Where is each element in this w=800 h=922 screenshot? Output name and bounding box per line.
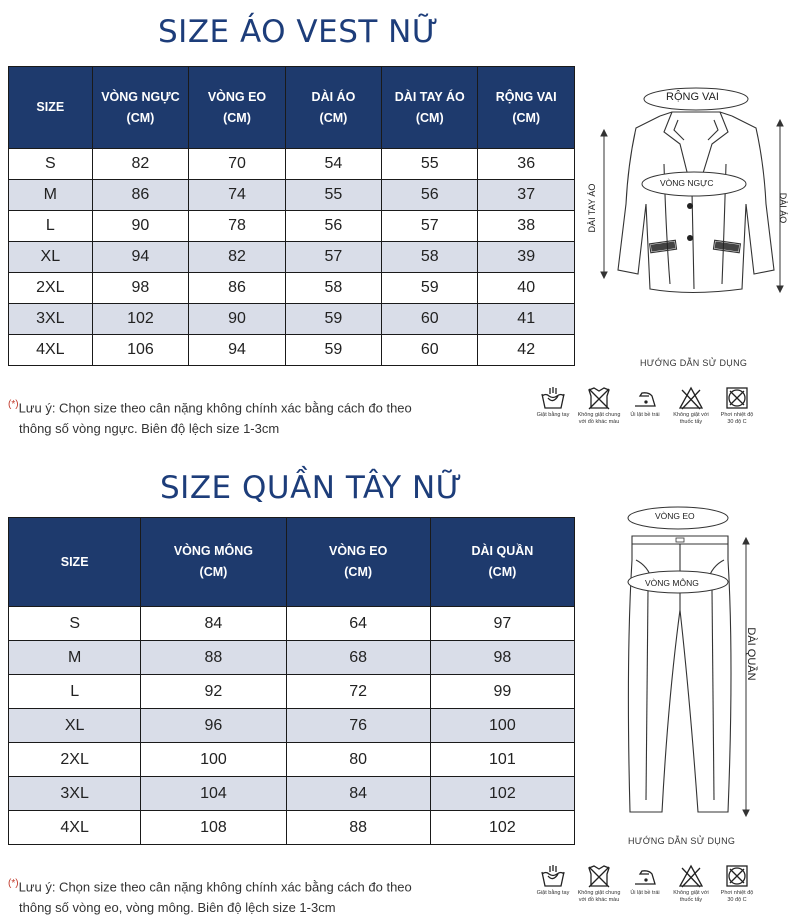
table-cell: 104 — [141, 777, 286, 811]
table-cell: 82 — [92, 149, 189, 180]
hand-wash-icon — [540, 864, 566, 888]
table-cell: 78 — [189, 211, 286, 242]
care-item: Phơi nhiệt độ 30 độ C — [714, 864, 760, 904]
label-pants-hip: VÒNG MÔNG — [645, 578, 699, 588]
table-cell: 60 — [382, 335, 478, 366]
table-cell: 100 — [141, 743, 286, 777]
table-cell: 106 — [92, 335, 189, 366]
table-cell: 99 — [430, 675, 574, 709]
table-cell: 98 — [430, 641, 574, 675]
vest-guide-title: HƯỚNG DẪN SỬ DỤNG — [640, 358, 748, 368]
table-cell: 96 — [141, 709, 286, 743]
label-chest: VÒNG NGỰC — [660, 178, 714, 188]
vest-col-waist: VÒNG EO (CM) — [189, 67, 286, 149]
pants-care-icons — [530, 864, 760, 904]
table-cell: 42 — [478, 335, 575, 366]
table-cell: 55 — [285, 180, 381, 211]
table-cell: 94 — [92, 242, 189, 273]
table-cell: 97 — [430, 607, 574, 641]
table-cell: 56 — [382, 180, 478, 211]
jacket-diagram — [590, 84, 795, 294]
table-cell: 59 — [382, 273, 478, 304]
table-row — [9, 709, 575, 743]
vest-col-chest: VÒNG NGỰC (CM) — [92, 67, 189, 149]
care-item: Không giặt với thuốc tẩy — [668, 864, 714, 904]
care-item: Không giặt với thuốc tẩy — [668, 386, 714, 426]
table-cell: 38 — [478, 211, 575, 242]
table-cell: 57 — [382, 211, 478, 242]
table-row — [9, 149, 575, 180]
table-cell: 55 — [382, 149, 478, 180]
vest-col-length: DÀI ÁO (CM) — [285, 67, 381, 149]
table-cell: S — [9, 607, 141, 641]
dry-heat-icon — [724, 864, 750, 888]
table-cell: M — [9, 641, 141, 675]
table-cell: 88 — [286, 811, 430, 845]
label-length: DÀI ÁO — [778, 192, 788, 224]
care-item: Ủi lật bề trái — [622, 386, 668, 426]
table-cell: 59 — [285, 335, 381, 366]
no-bleach-icon — [678, 386, 704, 410]
pants-size-table — [8, 517, 575, 845]
pants-col-hip: VÒNG MÔNG (CM) — [141, 518, 286, 607]
table-cell: 90 — [189, 304, 286, 335]
vest-care-icons — [530, 386, 760, 426]
table-cell: M — [9, 180, 93, 211]
table-cell: XL — [9, 709, 141, 743]
vest-col-sleeve: DÀI TAY ÁO (CM) — [382, 67, 478, 149]
table-row — [9, 273, 575, 304]
table-cell: 86 — [92, 180, 189, 211]
table-cell: 4XL — [9, 811, 141, 845]
pants-title: SIZE QUẦN TÂY NỮ — [160, 470, 463, 506]
table-cell: 100 — [430, 709, 574, 743]
table-cell: 86 — [189, 273, 286, 304]
table-cell: 101 — [430, 743, 574, 777]
table-cell: 41 — [478, 304, 575, 335]
table-cell: 90 — [92, 211, 189, 242]
table-row — [9, 304, 575, 335]
no-bleach-icon — [678, 864, 704, 888]
vest-title: SIZE ÁO VEST NỮ — [158, 14, 439, 50]
pants-col-size: SIZE — [9, 518, 141, 607]
table-cell: 102 — [92, 304, 189, 335]
table-cell: S — [9, 149, 93, 180]
pants-col-length: DÀI QUẦN (CM) — [430, 518, 574, 607]
table-cell: 92 — [141, 675, 286, 709]
table-row — [9, 641, 575, 675]
table-cell: 2XL — [9, 743, 141, 777]
table-cell: 70 — [189, 149, 286, 180]
table-row — [9, 777, 575, 811]
table-row — [9, 811, 575, 845]
pants-note: (*)Lưu ý: Chọn size theo cân nặng không chính xác bằng cách đo theo thông số vòng eo, vòng mông. Biên độ lệch size 1-3cm — [8, 878, 412, 916]
table-cell: 37 — [478, 180, 575, 211]
label-shoulder: RỘNG VAI — [666, 91, 719, 103]
pants-col-waist: VÒNG EO (CM) — [286, 518, 430, 607]
table-cell: 98 — [92, 273, 189, 304]
table-cell: 56 — [285, 211, 381, 242]
label-sleeve: DÀI TAY ÁO — [587, 183, 597, 233]
table-row — [9, 242, 575, 273]
table-cell: 72 — [286, 675, 430, 709]
vest-note: (*)Lưu ý: Chọn size theo cân nặng không chính xác bằng cách đo theo thông số vòng ngực. Biên độ lệch size 1-3cm — [8, 399, 412, 437]
table-cell: 82 — [189, 242, 286, 273]
table-cell: 58 — [285, 273, 381, 304]
table-row — [9, 211, 575, 242]
care-item: Ủi lật bề trái — [622, 864, 668, 904]
table-cell: 36 — [478, 149, 575, 180]
table-cell: 3XL — [9, 777, 141, 811]
table-row — [9, 335, 575, 366]
table-row — [9, 607, 575, 641]
vest-col-shoulder: RỘNG VAI (CM) — [478, 67, 575, 149]
table-cell: 39 — [478, 242, 575, 273]
care-item: Không giặt chung với đồ khác màu — [576, 386, 622, 426]
table-cell: 84 — [141, 607, 286, 641]
hand-wash-icon — [540, 386, 566, 410]
table-cell: 60 — [382, 304, 478, 335]
table-cell: XL — [9, 242, 93, 273]
table-cell: 40 — [478, 273, 575, 304]
care-item: Giặt bằng tay — [530, 864, 576, 904]
care-item: Không giặt chung với đồ khác màu — [576, 864, 622, 904]
table-cell: 88 — [141, 641, 286, 675]
iron-inside-out-icon — [632, 386, 658, 410]
table-cell: 58 — [382, 242, 478, 273]
vest-size-table — [8, 66, 575, 366]
table-cell: 4XL — [9, 335, 93, 366]
table-row — [9, 180, 575, 211]
table-cell: 102 — [430, 811, 574, 845]
dry-heat-icon — [724, 386, 750, 410]
table-cell: 64 — [286, 607, 430, 641]
table-row — [9, 675, 575, 709]
pants-guide-title: HƯỚNG DẪN SỬ DỤNG — [628, 836, 736, 846]
no-mixed-wash-icon — [586, 864, 612, 888]
table-cell: 108 — [141, 811, 286, 845]
care-item: Giặt bằng tay — [530, 386, 576, 426]
table-row — [9, 743, 575, 777]
table-cell: 57 — [285, 242, 381, 273]
table-cell: 2XL — [9, 273, 93, 304]
label-pants-waist: VÒNG EO — [655, 511, 695, 521]
table-cell: 74 — [189, 180, 286, 211]
table-cell: 68 — [286, 641, 430, 675]
vest-col-size: SIZE — [9, 67, 93, 149]
care-item: Phơi nhiệt độ 30 độ C — [714, 386, 760, 426]
no-mixed-wash-icon — [586, 386, 612, 410]
table-cell: 3XL — [9, 304, 93, 335]
table-cell: L — [9, 675, 141, 709]
table-cell: 59 — [285, 304, 381, 335]
table-cell: 54 — [285, 149, 381, 180]
table-cell: 94 — [189, 335, 286, 366]
iron-inside-out-icon — [632, 864, 658, 888]
table-cell: 76 — [286, 709, 430, 743]
table-cell: 80 — [286, 743, 430, 777]
table-cell: L — [9, 211, 93, 242]
table-cell: 84 — [286, 777, 430, 811]
label-pants-length: DÀI QUẦN — [745, 627, 757, 681]
table-cell: 102 — [430, 777, 574, 811]
